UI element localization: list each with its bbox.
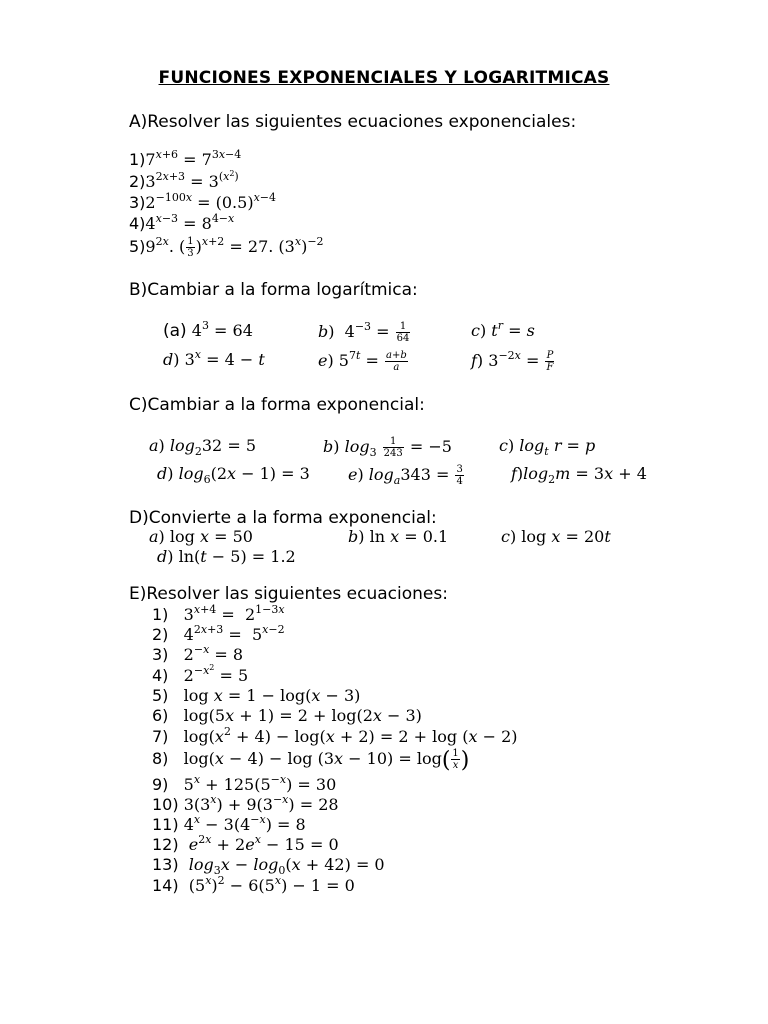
equation-b-f: f) $3^{-2x}$ = $\frac{P}{F}$: [471, 349, 554, 373]
equation-e14: 14) $(5^x)^2 - 6(5^x) - 1 = 0$: [152, 874, 355, 895]
equation-b-a: (a) $4^3 = 64$: [163, 319, 253, 341]
equation-c-b: b) $\log_3$ $\frac{1}{243}$ = −5: [323, 436, 452, 459]
equation-a3: $3)2^{-100x} = (0.5)^{x-4}$: [129, 191, 276, 212]
equation-d-d: d) ln(t − 5) = 1.2: [157, 547, 296, 566]
equation-d-b: b) ln x = 0.1: [348, 527, 449, 546]
section-e-heading: E)Resolver las siguientes ecuaciones:: [129, 584, 448, 604]
equation-a2: $2)3^{2x+3} = 3^{(x^2)}$: [129, 169, 239, 191]
equation-e12: 12) $e^{2x} + 2e^x - 15 = 0$: [152, 833, 339, 854]
equation-a4: $4)4^{x-3} = 8^{4-x}$: [129, 212, 235, 233]
equation-c-e: e) $\log_a343$ = $\frac{3}{4}$: [348, 464, 463, 487]
equation-b-d: d) $3^x = 4 - t$: [163, 348, 265, 369]
equation-a5: $5)9^{2x}$. ( $\frac{1}{3}$ )$^{x+2}$ = 27. $(3^x)^{-2}$: [129, 235, 324, 259]
equation-b-b: b) $4^{-3}$ = $\frac{1}{64}$: [318, 320, 410, 344]
equation-e1: 1) $3^{x+4} = 2^{1-3x}$: [152, 603, 285, 624]
equation-b-e: e) $5^{7t}$ = $\frac{a+b}{a}$: [318, 349, 407, 373]
equation-e3: 3) $2^{-x} = 8$: [152, 643, 244, 664]
equation-e9: 9) $5^x + 125(5^{-x}) = 30$: [152, 773, 337, 794]
equation-e5: 5) log x = 1 − log(x − 3): [152, 686, 361, 705]
equation-e7: 7) $\log(x^2 + 4) - \log(x + 2) = 2 + \log (x - 2)$: [152, 725, 518, 746]
section-a-heading: A)Resolver las siguientes ecuaciones exponenciales:: [129, 112, 577, 132]
equation-e2: 2) $4^{2x+3} = 5^{x-2}$: [152, 623, 285, 644]
equation-b-c: c) $t^r = s$: [471, 319, 535, 340]
equation-e11: 11) $4^x - 3(4^{-x}) = 8$: [152, 813, 306, 834]
equation-e8: 8) log(x − 4) − log (3x − 10) = log( $\frac{1}{x}$ ): [152, 748, 470, 773]
equation-d-a: a) log x = 50: [149, 527, 253, 546]
equation-c-f: $f)\log_2m = 3x + 4$: [511, 464, 647, 486]
section-c-heading: C)Cambiar a la forma exponencial:: [129, 395, 425, 415]
equation-a1: $1)7^{x+6} = 7^{3x-4}$: [129, 148, 242, 169]
equation-e6: 6) log(5x + 1) = 2 + log(2x − 3): [152, 706, 422, 725]
section-b-heading: B)Cambiar a la forma logarítmica:: [129, 280, 418, 300]
equation-e10: 10) $3(3^x) + 9(3^{-x}) = 28$: [152, 793, 339, 814]
equation-c-d: d) $\log_6(2x - 1) = 3$: [157, 464, 310, 486]
equation-d-c: c) log x = 20t: [501, 527, 611, 546]
equation-c-a: a) $\log_232 = 5$: [149, 436, 256, 458]
equation-e4: 4) $2^{-x^2} = 5$: [152, 663, 249, 685]
page-title: FUNCIONES EXPONENCIALES Y LOGARITMICAS: [158, 68, 610, 88]
equation-e13: 13) $\log_3x - \log_0(x + 42) = 0$: [152, 855, 385, 877]
section-d-heading: D)Convierte a la forma exponencial:: [129, 508, 437, 528]
equation-c-c: c) $\log_t r = p$: [499, 436, 596, 458]
